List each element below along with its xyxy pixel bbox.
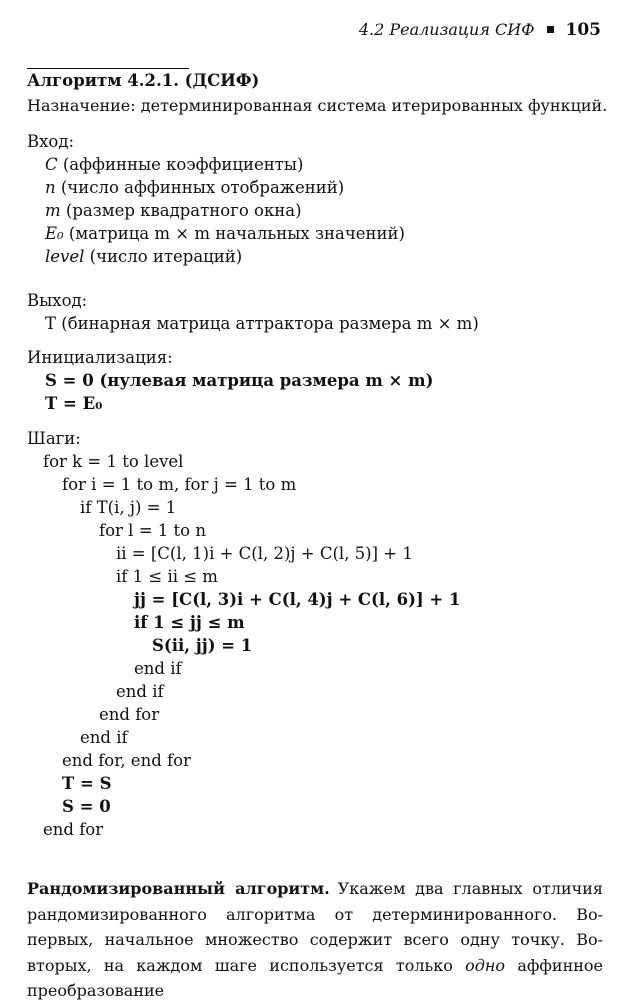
bullet-square-icon	[547, 26, 554, 33]
step-line: S = 0	[62, 797, 111, 816]
init-label: Инициализация:	[27, 348, 173, 367]
input-item: n (число аффинных отображений)	[45, 178, 345, 197]
input-item: E₀ (матрица m × m начальных значений)	[45, 224, 405, 243]
algorithm-title: Алгоритм 4.2.1. (ДСИФ)	[27, 71, 260, 90]
step-line: if 1 ≤ jj ≤ m	[134, 613, 245, 632]
input-item: level (число итераций)	[45, 247, 243, 266]
input-label: Вход:	[27, 132, 75, 151]
output-item: T (бинарная матрица аттрактора размера m × m)	[45, 314, 479, 333]
page-number: 105	[565, 20, 601, 40]
step-line: S(ii, jj) = 1	[152, 636, 253, 655]
algorithm-purpose: Назначение: детерминированная система итерированных функций.	[27, 96, 608, 115]
step-line: for i = 1 to m, for j = 1 to m	[62, 475, 297, 494]
body-paragraph: Рандомизированный алгоритм. Укажем два главных отличия рандомизированного алгоритма от детерминированного. Во-первых, начальное множество содержит всего одну точку. Во-вторых, на каждом шаге используется только одно аффинное преобразование	[27, 879, 604, 1000]
step-line: end for, end for	[62, 751, 191, 770]
step-line: end for	[99, 705, 160, 724]
paragraph-lead: Рандомизированный алгоритм.	[27, 879, 330, 898]
section-title: 4.2 Реализация СИФ	[358, 20, 535, 39]
input-item: m (размер квадратного окна)	[45, 201, 302, 220]
input-item: C (аффинные коэффициенты)	[45, 155, 304, 174]
algorithm-top-rule	[27, 68, 189, 69]
step-line: ii = [C(l, 1)i + C(l, 2)j + C(l, 5)] + 1	[116, 544, 413, 563]
emphasis: одно	[465, 955, 506, 975]
step-line: end for	[43, 820, 104, 839]
step-line: if T(i, j) = 1	[80, 498, 177, 517]
output-label: Выход:	[27, 291, 88, 310]
steps-label: Шаги:	[27, 429, 81, 448]
step-line: T = S	[62, 774, 112, 793]
init-item: S = 0 (нулевая матрица размера m × m)	[45, 371, 434, 390]
step-line: end if	[116, 682, 164, 701]
step-line: jj = [C(l, 3)i + C(l, 4)j + C(l, 6)] + 1	[134, 590, 461, 609]
init-item: T = E₀	[45, 394, 103, 413]
step-line: for l = 1 to n	[99, 521, 206, 540]
step-line: for k = 1 to level	[43, 452, 184, 471]
running-header	[359, 20, 601, 40]
step-line: end if	[134, 659, 182, 678]
step-line: end if	[80, 728, 128, 747]
step-line: if 1 ≤ ii ≤ m	[116, 567, 218, 586]
